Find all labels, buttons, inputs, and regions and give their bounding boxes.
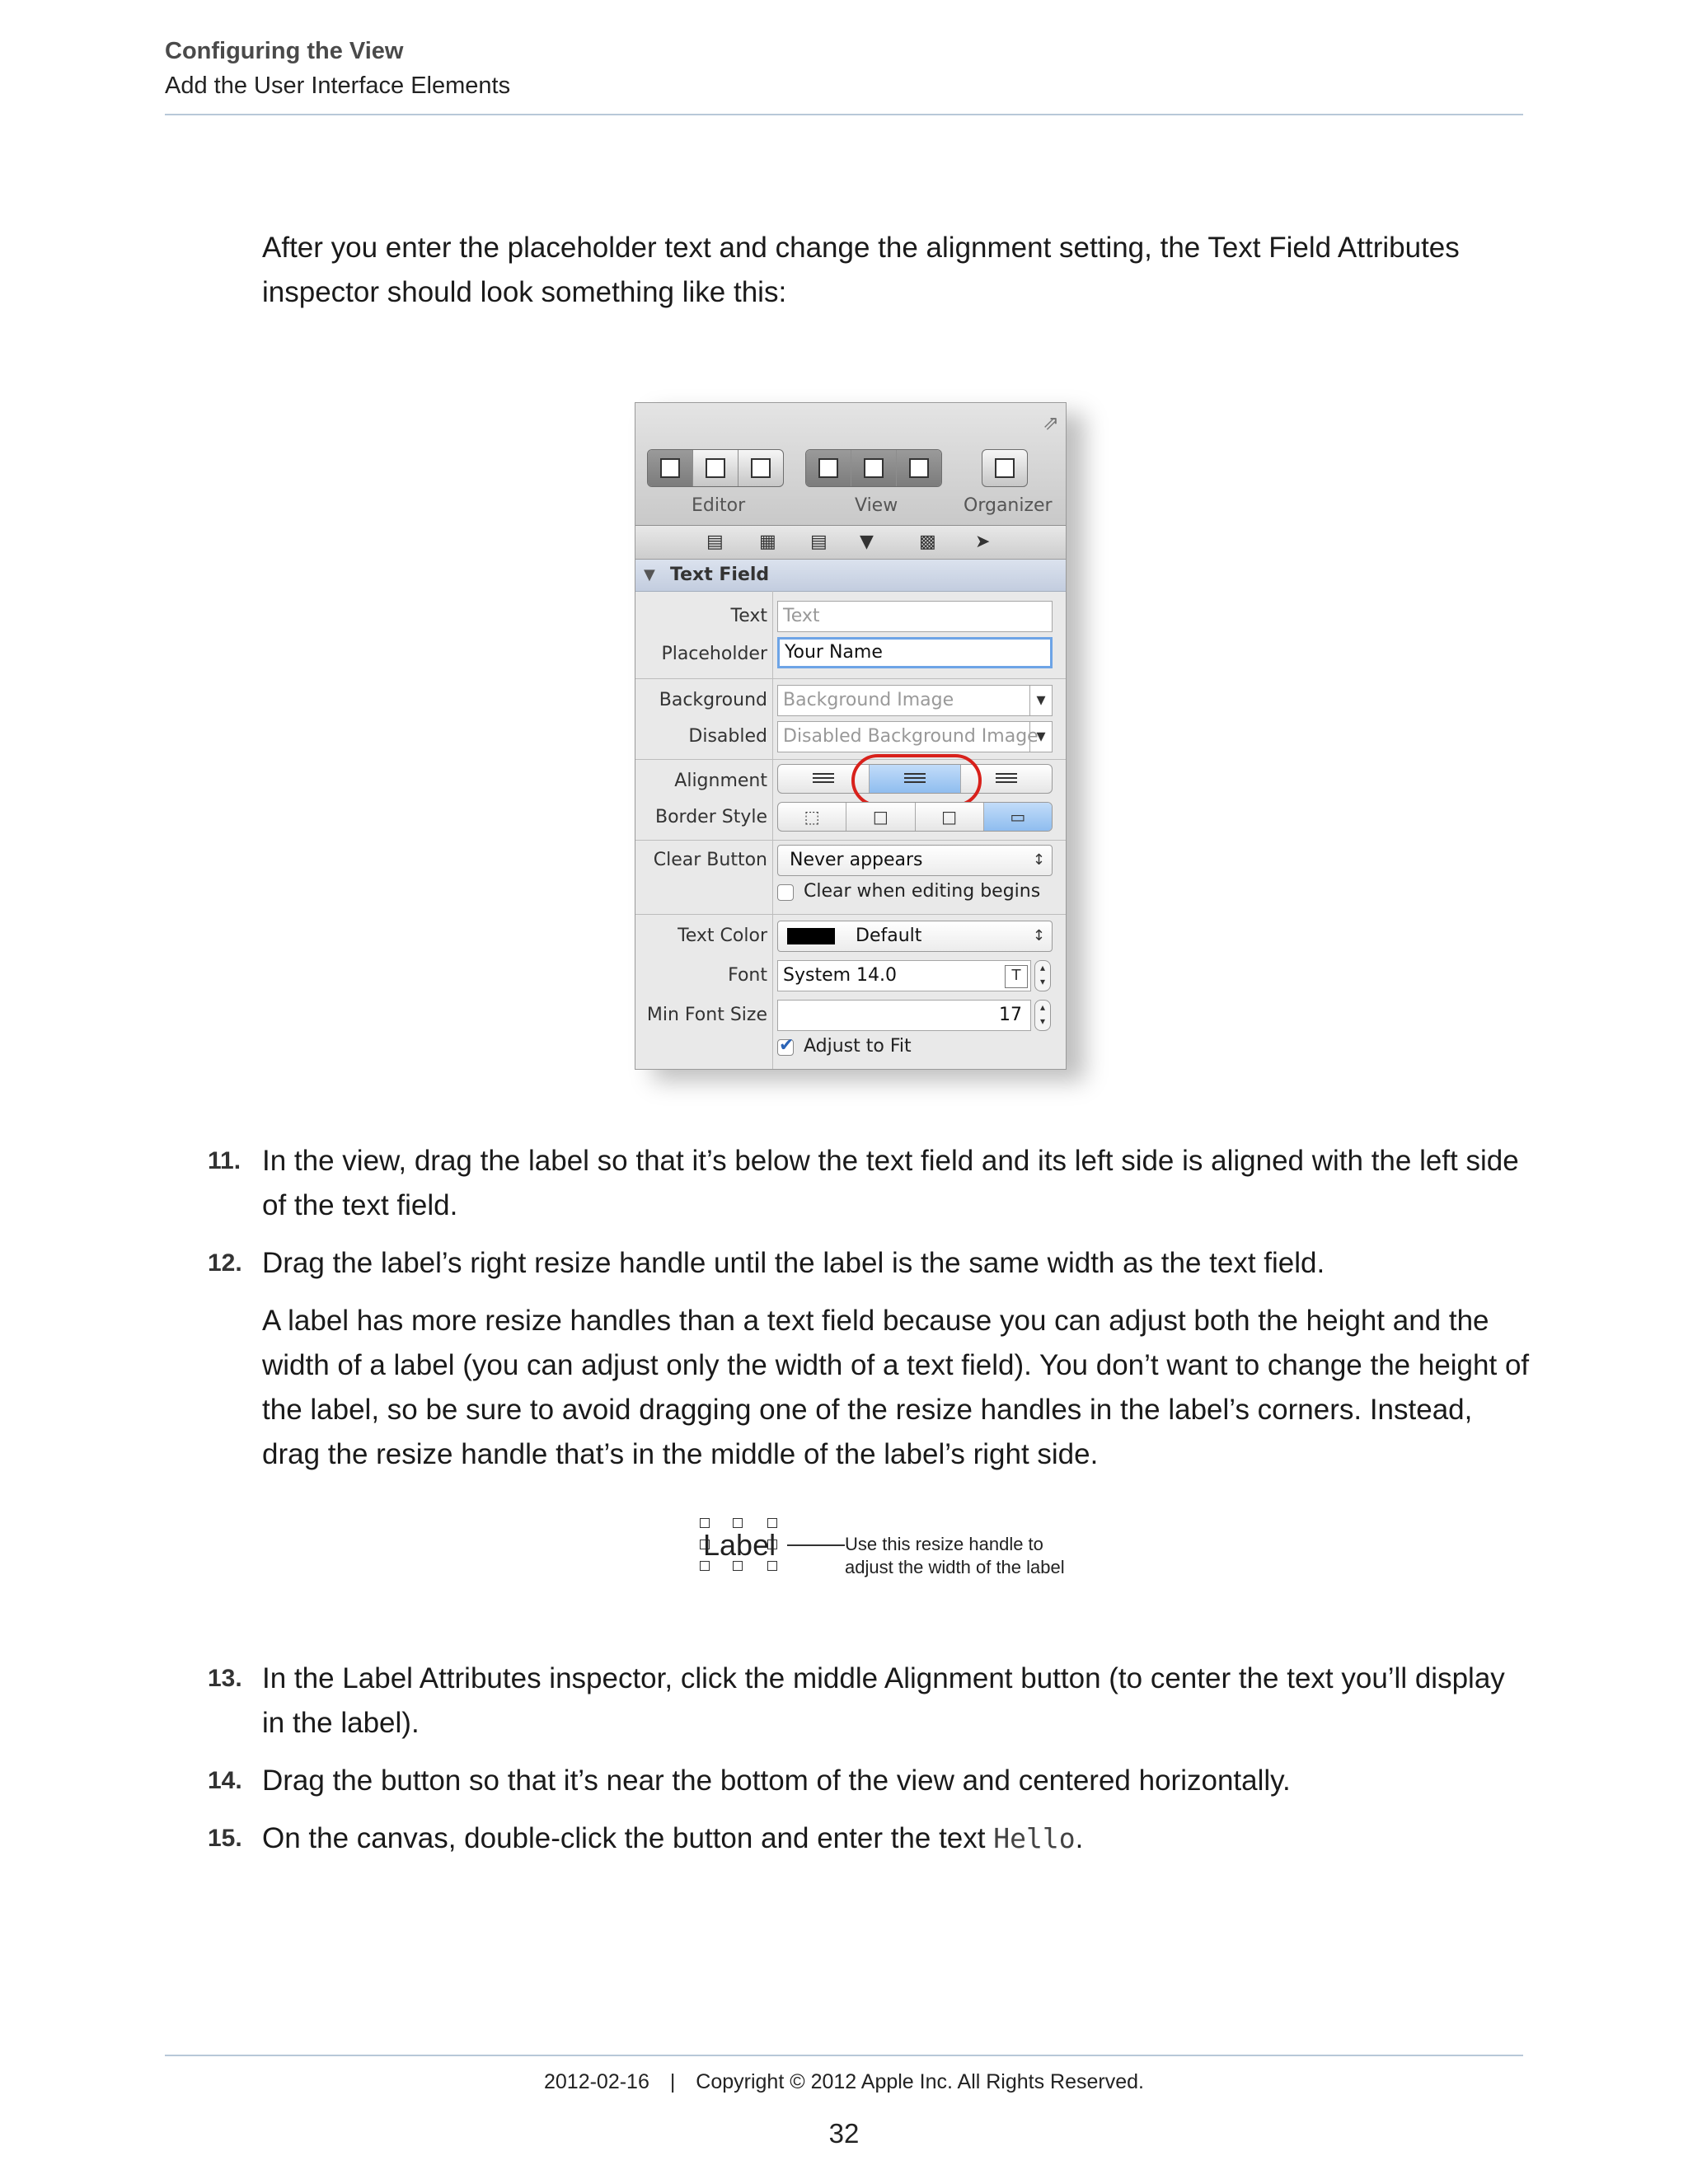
view-label: View [855, 495, 898, 516]
size-inspector-icon: ▩ [919, 532, 936, 552]
border-style-label: Border Style [654, 807, 767, 827]
organizer-label: Organizer [964, 495, 1053, 516]
text-field-attributes-inspector-figure [635, 402, 1067, 1070]
organizer-icon [982, 450, 1027, 486]
border-none-icon: ⬚ [778, 803, 846, 831]
font-picker-icon: T [1005, 965, 1028, 988]
organizer-button [982, 449, 1028, 487]
border-style-segmented-control [777, 802, 1053, 832]
label-resize-diagram [696, 1515, 1109, 1581]
disabled-label: Disabled [688, 726, 767, 747]
inspector-tab-bar [635, 526, 1066, 560]
utilities-view-icon [897, 450, 941, 486]
resize-handle-top-left [700, 1518, 710, 1528]
debug-view-icon [851, 450, 897, 486]
min-font-size-field: 17 [777, 1000, 1031, 1031]
navigator-view-icon [806, 450, 851, 486]
disabled-combo: Disabled Background Image ▾ [777, 721, 1053, 752]
placeholder-input: Your Name [777, 637, 1053, 668]
file-inspector-icon: ▤ [706, 532, 724, 552]
running-header-subsection: Add the User Interface Elements [165, 73, 511, 99]
clear-button-label: Clear Button [653, 850, 767, 870]
footer-copyright: Copyright © 2012 Apple Inc. All Rights Reserved. [696, 2070, 1144, 2093]
font-stepper-icon: ▴ ▾ [1034, 960, 1051, 991]
background-label: Background [659, 690, 767, 710]
footer-separator: | [669, 2070, 676, 2093]
attributes-inspector-icon: ▼ [860, 532, 874, 552]
expand-icon: ⇗ [1042, 411, 1059, 434]
border-line-icon: □ [846, 803, 915, 831]
text-label: Text [730, 606, 767, 626]
min-font-stepper-icon: ▴ ▾ [1034, 1000, 1051, 1031]
quick-help-icon: ▦ [759, 532, 776, 552]
highlight-ring [851, 754, 982, 807]
resize-handle-note: A label has more resize handles than a text field because you can adjust both the height and the width of a label (you can adjust only the width of a text field). You don’t want to change the height of the label, so be sure to avoid dragging one of the resize handles in the label’s corners. Instead, drag the resize handle that’s in the middle of the label’s right side. [262, 1305, 1530, 1470]
footer-rule [165, 2055, 1523, 2056]
min-font-size-label: Min Font Size [646, 1005, 767, 1025]
intro-paragraph: After you enter the placeholder text and change the alignment setting, the Text Field Attributes inspector should look something like this: [262, 232, 1460, 308]
view-segmented-control [805, 449, 942, 487]
adjust-to-fit-checkbox [777, 1039, 794, 1056]
standard-editor-icon [648, 450, 693, 486]
version-editor-icon [738, 450, 783, 486]
border-rounded-icon: ▭ [984, 803, 1052, 831]
disclosure-triangle-icon: ▼ [644, 566, 655, 583]
footer-date: 2012-02-16 [543, 2070, 649, 2093]
code-hello: Hello [993, 1822, 1076, 1854]
callout-line [787, 1544, 845, 1546]
resize-handle-top-middle [733, 1518, 743, 1528]
font-field: System 14.0 [777, 960, 1031, 991]
background-combo: Background Image ▾ [777, 685, 1053, 716]
clear-button-popup: Never appears ↕ [777, 845, 1053, 876]
color-swatch [787, 928, 835, 944]
assistant-editor-icon [693, 450, 738, 486]
clear-editing-checkbox [777, 884, 794, 901]
header-rule [165, 114, 1523, 115]
sample-label-text: Label [703, 1528, 776, 1562]
resize-handle-top-right [767, 1518, 777, 1528]
running-header-section: Configuring the View [165, 38, 404, 64]
clear-editing-text: Clear when editing begins [804, 881, 1041, 902]
editor-segmented-control [647, 449, 784, 487]
text-color-label: Text Color [678, 926, 767, 946]
text-field-section-header: ▼ Text Field [635, 560, 1066, 592]
page-number: 32 [828, 2118, 860, 2149]
diagram-caption: Use this resize handle to adjust the width of the label [845, 1534, 1065, 1577]
placeholder-label: Placeholder [661, 644, 767, 664]
text-input: Text [777, 601, 1053, 632]
text-color-popup: Default ↕ [777, 921, 1053, 952]
border-bezel-icon: □ [916, 803, 984, 831]
footer [0, 2070, 1688, 2094]
inspector-toolbar [635, 403, 1066, 526]
adjust-to-fit-text: Adjust to Fit [804, 1036, 912, 1057]
connections-inspector-icon: ➤ [975, 532, 991, 552]
editor-label: Editor [692, 495, 746, 516]
identity-inspector-icon: ▤ [810, 532, 828, 552]
column-divider [772, 591, 773, 1070]
font-label: Font [728, 965, 767, 986]
alignment-label: Alignment [674, 771, 767, 791]
